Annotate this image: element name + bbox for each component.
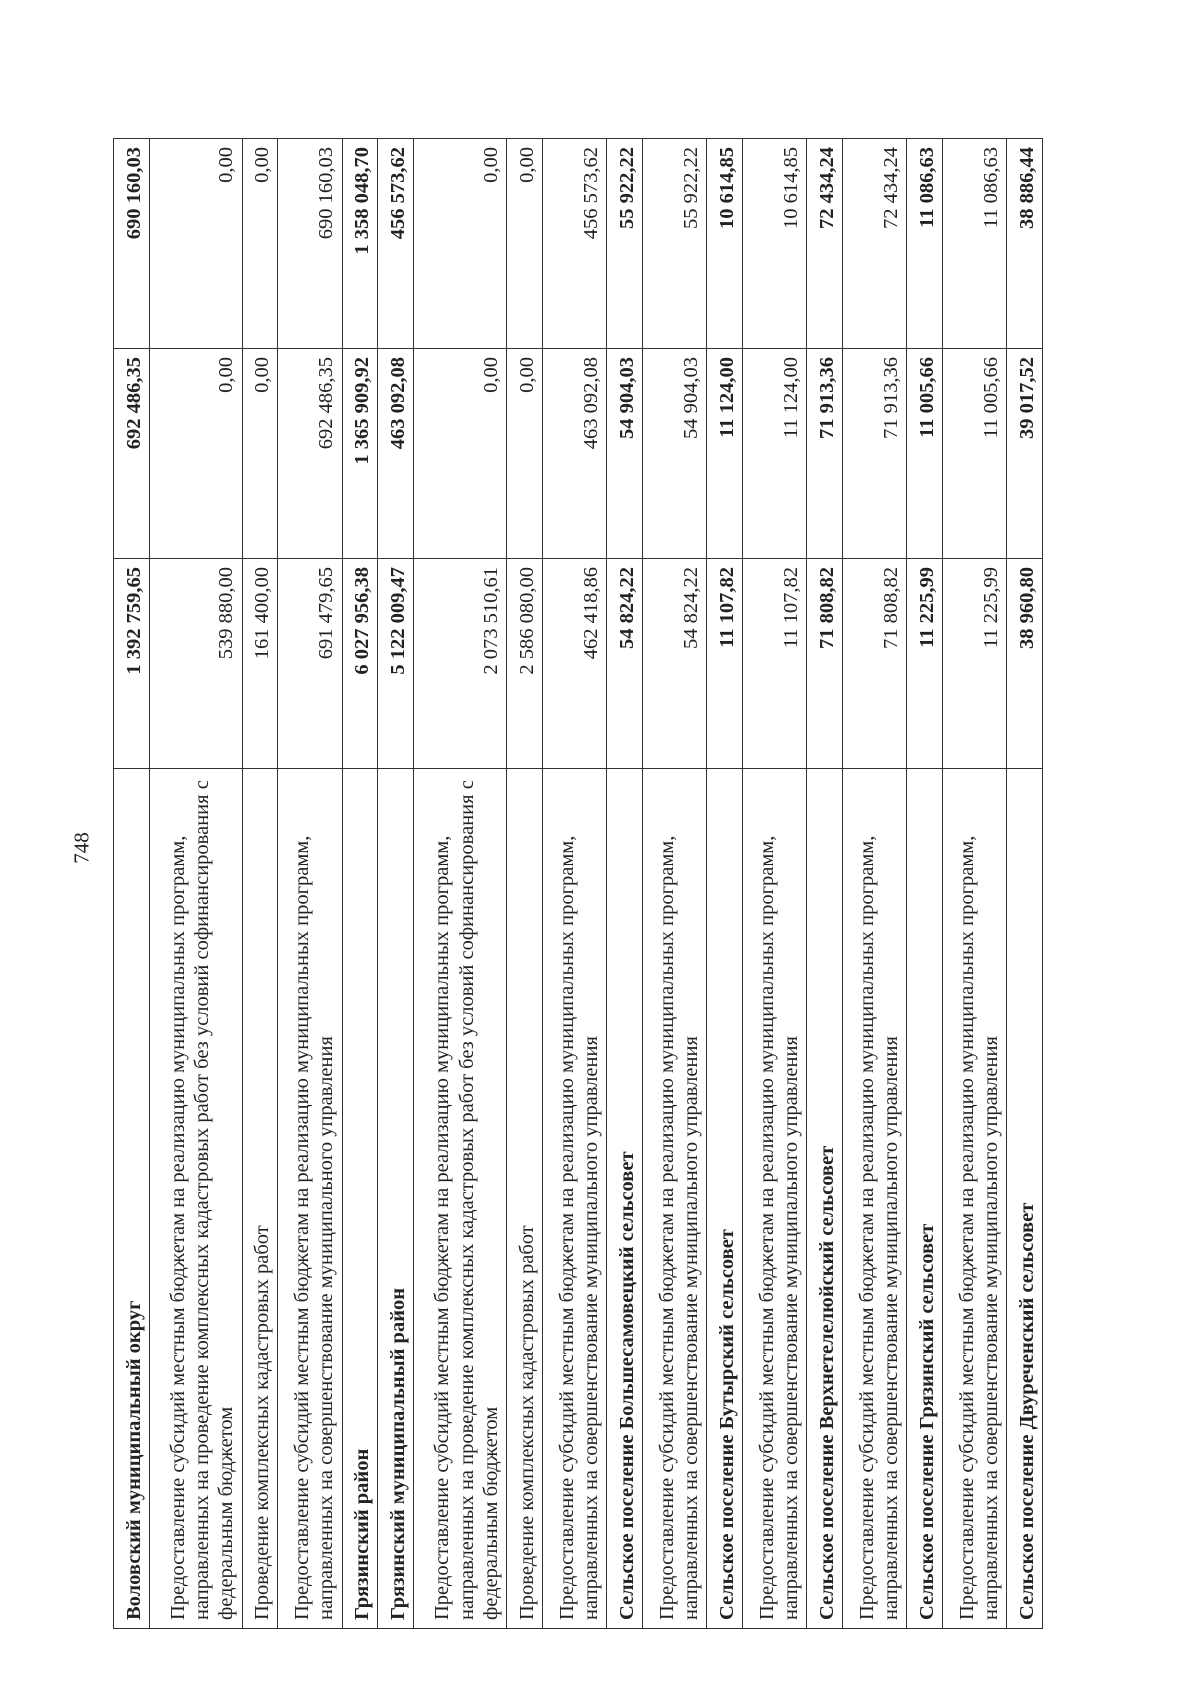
- table-row: [414, 139, 507, 1629]
- row-label: Воловский муниципальный округ: [114, 769, 150, 1629]
- row-value-1: 71 808,82: [807, 559, 843, 769]
- row-label: Предоставление субсидий местным бюджетам на реализацию муниципальных программ, направленных на проведение комплексных кадастровых работ без условий софинансирования с федеральным бюджетом: [149, 769, 242, 1629]
- table-row: [542, 139, 606, 1629]
- table-row: [507, 139, 543, 1629]
- row-value-2: 11 005,66: [942, 349, 1006, 559]
- table-row-subtotal: [378, 139, 414, 1629]
- row-value-2: 54 904,03: [642, 349, 706, 559]
- row-value-1: 6 027 956,38: [342, 559, 378, 769]
- row-label: Предоставление субсидий местным бюджетам на реализацию муниципальных программ, направленных на совершенствование муниципального управления: [278, 769, 342, 1629]
- row-value-2: 692 486,35: [278, 349, 342, 559]
- table-row: [242, 139, 278, 1629]
- table-row-subtotal: [907, 139, 943, 1629]
- row-value-2: 463 092,08: [378, 349, 414, 559]
- table-row-subtotal: [607, 139, 643, 1629]
- row-value-3: 10 614,85: [707, 139, 743, 349]
- row-value-2: 11 124,00: [707, 349, 743, 559]
- row-value-2: 11 124,00: [742, 349, 806, 559]
- row-value-2: 0,00: [414, 349, 507, 559]
- row-label: Проведение комплексных кадастровых работ: [242, 769, 278, 1629]
- row-label: Предоставление субсидий местным бюджетам на реализацию муниципальных программ, направленных на совершенствование муниципального управления: [942, 769, 1006, 1629]
- budget-table-container: [113, 139, 1043, 1629]
- table-row: [149, 139, 242, 1629]
- page-number: 748: [69, 832, 94, 864]
- row-label: Сельское поселение Двуреченский сельсовет: [1007, 769, 1043, 1629]
- row-value-2: 11 005,66: [907, 349, 943, 559]
- row-value-3: 690 160,03: [278, 139, 342, 349]
- row-value-2: 71 913,36: [807, 349, 843, 559]
- row-value-1: 462 418,86: [542, 559, 606, 769]
- row-value-3: 10 614,85: [742, 139, 806, 349]
- row-label: Предоставление субсидий местным бюджетам на реализацию муниципальных программ, направленных на совершенствование муниципального управления: [842, 769, 906, 1629]
- row-value-1: 1 392 759,65: [114, 559, 150, 769]
- row-value-2: 692 486,35: [114, 349, 150, 559]
- row-value-1: 11 225,99: [942, 559, 1006, 769]
- row-label: Сельское поселение Бутырский сельсовет: [707, 769, 743, 1629]
- row-value-2: 0,00: [149, 349, 242, 559]
- row-value-1: 54 824,22: [607, 559, 643, 769]
- table-row-subtotal: [114, 139, 150, 1629]
- row-value-3: 0,00: [242, 139, 278, 349]
- row-value-3: 55 922,22: [607, 139, 643, 349]
- row-value-2: 1 365 909,92: [342, 349, 378, 559]
- row-value-2: 463 092,08: [542, 349, 606, 559]
- table-row: [942, 139, 1006, 1629]
- row-value-1: 691 479,65: [278, 559, 342, 769]
- table-row: [642, 139, 706, 1629]
- row-value-1: 161 400,00: [242, 559, 278, 769]
- row-label: Грязинский муниципальный район: [378, 769, 414, 1629]
- table-body: [114, 139, 1043, 1629]
- row-label: Проведение комплексных кадастровых работ: [507, 769, 543, 1629]
- row-value-2: 0,00: [242, 349, 278, 559]
- row-value-2: 54 904,03: [607, 349, 643, 559]
- row-value-1: 2 073 510,61: [414, 559, 507, 769]
- row-value-3: 72 434,24: [842, 139, 906, 349]
- row-value-1: 54 824,22: [642, 559, 706, 769]
- table-row-subtotal: [342, 139, 378, 1629]
- budget-table: [113, 138, 1043, 1629]
- row-label: Сельское поселение Верхнетелелюйский сельсовет: [807, 769, 843, 1629]
- row-value-3: 0,00: [507, 139, 543, 349]
- row-value-1: 2 586 080,00: [507, 559, 543, 769]
- row-value-3: 456 573,62: [542, 139, 606, 349]
- row-value-3: 690 160,03: [114, 139, 150, 349]
- row-value-1: 38 960,80: [1007, 559, 1043, 769]
- table-row-subtotal: [1007, 139, 1043, 1629]
- row-value-1: 11 107,82: [742, 559, 806, 769]
- row-label: Предоставление субсидий местным бюджетам на реализацию муниципальных программ, направленных на совершенствование муниципального управления: [742, 769, 806, 1629]
- table-row: [842, 139, 906, 1629]
- table-row: [278, 139, 342, 1629]
- row-value-3: 55 922,22: [642, 139, 706, 349]
- row-label: Предоставление субсидий местным бюджетам на реализацию муниципальных программ, направленных на совершенствование муниципального управления: [642, 769, 706, 1629]
- row-value-1: 11 107,82: [707, 559, 743, 769]
- row-value-3: 11 086,63: [907, 139, 943, 349]
- row-value-3: 11 086,63: [942, 139, 1006, 349]
- row-label: Предоставление субсидий местным бюджетам на реализацию муниципальных программ, направленных на совершенствование муниципального управления: [542, 769, 606, 1629]
- row-label: Сельское поселение Большесамовецкий сельсовет: [607, 769, 643, 1629]
- table-row-subtotal: [807, 139, 843, 1629]
- row-value-3: 456 573,62: [378, 139, 414, 349]
- row-value-2: 0,00: [507, 349, 543, 559]
- row-value-3: 72 434,24: [807, 139, 843, 349]
- row-value-3: 0,00: [149, 139, 242, 349]
- row-value-2: 39 017,52: [1007, 349, 1043, 559]
- row-value-3: 38 886,44: [1007, 139, 1043, 349]
- row-value-3: 1 358 048,70: [342, 139, 378, 349]
- row-value-2: 71 913,36: [842, 349, 906, 559]
- table-row: [742, 139, 806, 1629]
- row-value-1: 71 808,82: [842, 559, 906, 769]
- table-row-subtotal: [707, 139, 743, 1629]
- row-value-1: 11 225,99: [907, 559, 943, 769]
- row-label: Грязинский район: [342, 769, 378, 1629]
- row-label: Сельское поселение Грязинский сельсовет: [907, 769, 943, 1629]
- row-value-1: 5 122 009,47: [378, 559, 414, 769]
- row-value-1: 539 880,00: [149, 559, 242, 769]
- row-label: Предоставление субсидий местным бюджетам на реализацию муниципальных программ, направленных на проведение комплексных кадастровых работ без условий софинансирования с федеральным бюджетом: [414, 769, 507, 1629]
- row-value-3: 0,00: [414, 139, 507, 349]
